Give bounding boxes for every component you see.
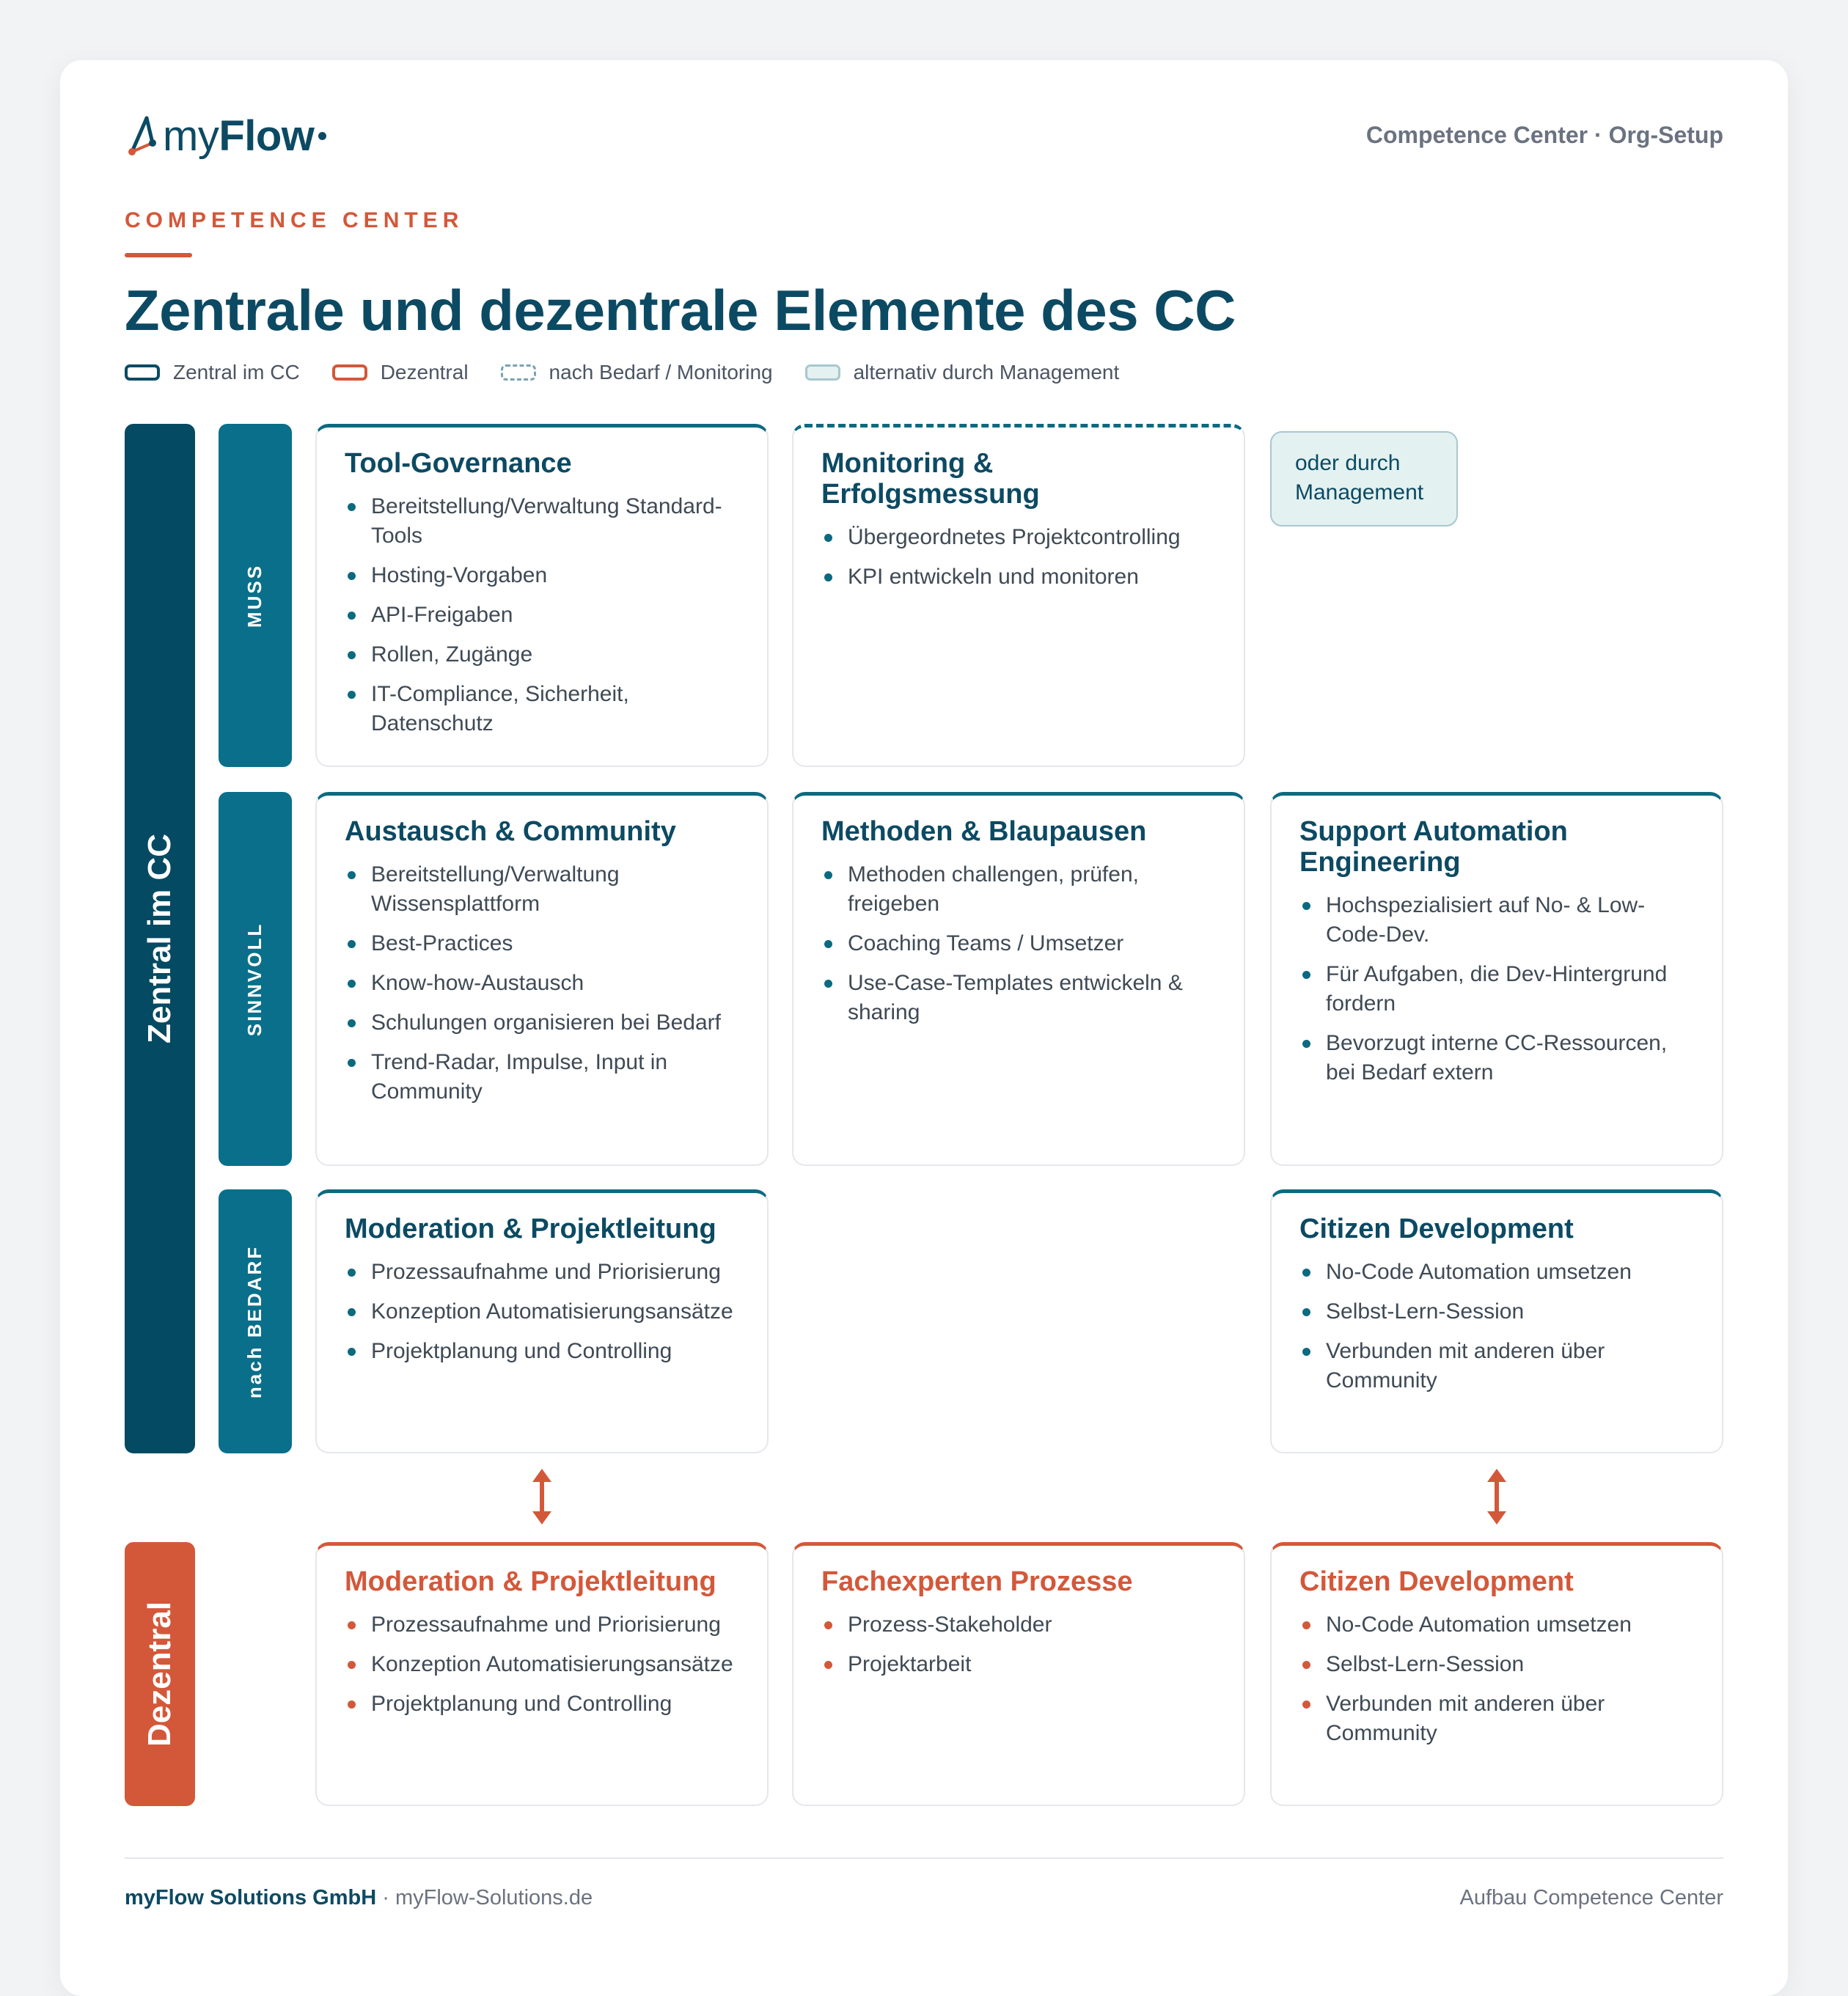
footer-company: myFlow Solutions GmbH — [125, 1886, 377, 1909]
box-title: Citizen Development — [1299, 1566, 1574, 1597]
box-list — [1299, 1610, 1694, 1748]
list-item: Übergeordnetes Projektcontrolling — [821, 523, 1216, 552]
footer-separator: · — [376, 1886, 395, 1909]
list-item: Selbst-Lern-Session — [1299, 1297, 1694, 1327]
page-title: Zentrale und dezentrale Elemente des CC — [125, 278, 1236, 342]
list-item: Hochspezialisiert auf No- & Low-Code-Dev. — [1299, 891, 1694, 950]
box-fachexperten — [792, 1542, 1245, 1806]
list-item: Prozess-Stakeholder — [821, 1610, 1216, 1640]
list-item: Verbunden mit anderen über Community — [1299, 1337, 1694, 1395]
list-item: Bereitstellung/Verwaltung Standard-Tools — [345, 492, 739, 551]
list-item: Methoden challengen, prüfen, freigeben — [821, 860, 1216, 919]
list-item: Rollen, Zugänge — [345, 640, 739, 669]
legend-item-alternative — [805, 361, 1120, 384]
list-item: API-Freigaben — [345, 601, 739, 630]
box-austausch-community — [315, 792, 769, 1166]
list-item: No-Code Automation umsetzen — [1299, 1258, 1694, 1287]
box-title: Moderation & Projektleitung — [345, 1214, 716, 1244]
legend-decentral-label: Dezentral — [380, 361, 469, 384]
myflow-logo[interactable] — [125, 110, 326, 161]
double-arrow-icon — [529, 1469, 554, 1524]
subbar-muss — [219, 424, 292, 767]
list-item: Schulungen organisieren bei Bedarf — [345, 1008, 739, 1038]
legend-item-decentral — [332, 361, 469, 384]
box-title: Citizen Development — [1299, 1214, 1574, 1244]
list-item: Know-how-Austausch — [345, 969, 739, 998]
list-item: KPI entwickeln und monitoren — [821, 562, 1216, 592]
list-item: Use-Case-Templates entwickeln & sharing — [821, 969, 1216, 1027]
box-title: Tool-Governance — [345, 448, 572, 479]
legend-item-central — [125, 361, 300, 384]
legend-central-label: Zentral im CC — [173, 361, 300, 384]
footer-divider — [125, 1857, 1723, 1859]
eyebrow-label: COMPETENCE CENTER — [125, 208, 464, 232]
box-list — [345, 860, 739, 1107]
box-citizen-decentral — [1270, 1542, 1723, 1806]
legend — [125, 361, 1151, 384]
central-bar — [125, 424, 195, 1453]
list-item: Coaching Teams / Umsetzer — [821, 929, 1216, 958]
box-list — [345, 1610, 739, 1719]
box-title: Moderation & Projektleitung — [345, 1566, 716, 1597]
list-item: Für Aufgaben, die Dev-Hintergrund fordern — [1299, 960, 1694, 1019]
double-arrow-icon — [1484, 1469, 1509, 1524]
list-item: Hosting-Vorgaben — [345, 561, 739, 590]
list-item: Projektplanung und Controlling — [345, 1689, 739, 1719]
box-title: Support Automation Engineering — [1299, 816, 1568, 878]
dashed-swatch-icon — [501, 364, 536, 381]
list-item: Konzeption Automatisierungsansätze — [345, 1650, 739, 1679]
legend-as-needed-label: nach Bedarf / Monitoring — [549, 361, 773, 384]
logo-dot-icon — [318, 132, 326, 140]
list-item: Verbunden mit anderen über Community — [1299, 1689, 1694, 1748]
box-moderation-decentral — [315, 1542, 769, 1806]
subbar-sinnvoll-label: SINNVOLL — [243, 922, 266, 1036]
list-item: No-Code Automation umsetzen — [1299, 1610, 1694, 1640]
box-moderation-central — [315, 1189, 769, 1453]
box-title: Methoden & Blaupausen — [821, 816, 1147, 847]
central-swatch-icon — [125, 364, 160, 381]
logo-mark-icon — [125, 114, 157, 158]
box-list — [1299, 891, 1694, 1087]
box-list — [345, 492, 739, 738]
list-item: Prozessaufnahme und Priorisierung — [345, 1258, 739, 1287]
decentral-swatch-icon — [332, 364, 367, 381]
legend-item-as-needed — [501, 361, 773, 384]
footer-left — [125, 1886, 593, 1910]
alternative-management-note: oder durch Management — [1270, 431, 1458, 526]
box-title: Fachexperten Prozesse — [821, 1566, 1133, 1597]
list-item: Selbst-Lern-Session — [1299, 1650, 1694, 1679]
decentral-bar — [125, 1542, 195, 1806]
header-subtitle: Competence Center · Org-Setup — [1365, 122, 1723, 148]
logo-text-bold: Flow — [219, 111, 315, 160]
list-item: Konzeption Automatisierungsansätze — [345, 1297, 739, 1327]
box-tool-governance — [315, 424, 769, 767]
list-item: IT-Compliance, Sicherheit, Datenschutz — [345, 680, 739, 738]
list-item: Best-Practices — [345, 929, 739, 958]
footer-website-link[interactable]: myFlow-Solutions.de — [395, 1886, 593, 1909]
subbar-sinnvoll — [219, 792, 292, 1166]
box-list — [821, 523, 1216, 592]
subbar-muss-label: MUSS — [243, 563, 266, 628]
list-item: Projektarbeit — [821, 1650, 1216, 1679]
central-bar-label: Zentral im CC — [142, 833, 178, 1044]
eyebrow-underline — [125, 253, 192, 257]
decentral-bar-label: Dezentral — [142, 1601, 178, 1747]
box-list — [821, 1610, 1216, 1679]
list-item: Bevorzugt interne CC-Ressourcen, bei Bedarf extern — [1299, 1029, 1694, 1087]
box-list — [345, 1258, 739, 1366]
alternative-swatch-icon — [805, 364, 840, 381]
box-support-automation — [1270, 792, 1723, 1166]
logo-text-light: my — [163, 111, 219, 160]
subbar-bedarf — [219, 1189, 292, 1453]
subbar-bedarf-label: nach BEDARF — [243, 1244, 266, 1398]
list-item: Prozessaufnahme und Priorisierung — [345, 1610, 739, 1640]
box-monitoring — [792, 424, 1245, 767]
box-title: Monitoring & Erfolgsmessung — [821, 448, 1040, 510]
box-list — [1299, 1258, 1694, 1395]
list-item: Trend-Radar, Impulse, Input in Community — [345, 1048, 739, 1107]
legend-alternative-label: alternativ durch Management — [853, 361, 1120, 384]
footer-right: Aufbau Competence Center — [1459, 1886, 1723, 1909]
box-methoden-blaupausen — [792, 792, 1245, 1166]
list-item: Bereitstellung/Verwaltung Wissensplattform — [345, 860, 739, 919]
box-citizen-central — [1270, 1189, 1723, 1453]
list-item: Projektplanung und Controlling — [345, 1337, 739, 1366]
box-list — [821, 860, 1216, 1027]
box-title: Austausch & Community — [345, 816, 676, 847]
